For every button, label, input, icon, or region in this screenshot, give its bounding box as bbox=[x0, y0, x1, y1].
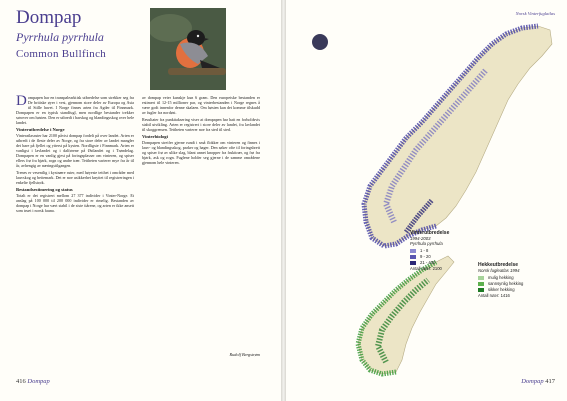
legend-swatch bbox=[478, 276, 484, 280]
drop-cap: D bbox=[16, 95, 27, 109]
column2-paragraph-2: Resultater fra punkttaksering viser at dompapen har hatt en forholdsvis stabil utvikling. Arten er registrert i store deler av landet, fra lavlandet til skoggrensen. Tettheten varierer noe fra sted til sted. bbox=[142, 117, 260, 132]
text-column-2 bbox=[142, 95, 260, 355]
paragraph-2: Trenes er vesentlig i kystnære ruter, med høyeste tetthet i områder med lauvskog og beitemark. Det er noe usikkerhet knyttet til registreringen i enkelte fjellstrøk. bbox=[16, 170, 134, 185]
breeding-legend-source: Norsk fugleatlas 1994 bbox=[478, 268, 520, 273]
legend-swatch bbox=[410, 249, 416, 253]
running-head: Norsk Vinterfuglatlas bbox=[515, 11, 555, 16]
legend-label: sannsynlig hekking bbox=[488, 281, 524, 286]
folio-left bbox=[16, 378, 50, 385]
breeding-distribution-map bbox=[358, 256, 454, 374]
breeding-legend-items bbox=[478, 275, 558, 293]
paragraph-3: Totalt er det registrert mellom 27 377 individer i Vinter-Norge. Et anslag på 100 000 til 200 000 individer er rimelig. Bestanden av dompap i Norge har vært stabil i de siste tiårene, og arten er ikke ansett som truet i norsk fauna. bbox=[16, 193, 134, 213]
intro-text: ompapen har en transpalearktisk utbredelse som strekker seg fra De britiske øyer i vest, gjennom store deler av Europa og Asia til Stille havet. I Norge finnes arten fra Agder til Finnmark. Dompapen er en typisk standfugl, men nordlige bestander trekker sørover om høsten. Den er utbredt i barskog og blandingsskog over hele landet. bbox=[16, 95, 134, 125]
left-page bbox=[0, 0, 281, 401]
species-title-block bbox=[16, 8, 106, 60]
latin-name: Pyrrhula pyrrhula bbox=[16, 30, 104, 44]
winter-distribution-map bbox=[364, 26, 552, 246]
species-name: Dompap bbox=[16, 7, 82, 28]
winter-legend-period: 1994-2003 bbox=[410, 236, 431, 241]
column2-paragraph-1: av dompap veier kanskje kun 6 gram. Den europeiske bestanden er estimert til 12-15 millioner par, og vinterbestanden i Norge regnes å være godt innenfor denne skalaen. Om høsten kan det komme tilskudd av fugler fra nordøst. bbox=[142, 95, 260, 115]
heading-population: Bestandsestimering og status bbox=[16, 187, 73, 192]
folio-label-right: Dompap bbox=[521, 378, 544, 385]
winter-legend-title: Vinterutbredelse bbox=[410, 230, 450, 236]
author-signature: Rudolf Bergstrøm bbox=[229, 352, 260, 357]
legend-label: 1 - 8 bbox=[420, 248, 429, 253]
text-column-1 bbox=[16, 95, 134, 355]
bullfinch-illustration bbox=[150, 8, 226, 90]
page-number-right: 417 bbox=[545, 378, 555, 385]
right-page bbox=[286, 0, 567, 401]
breeding-legend-title: Hekkeutbredelse bbox=[478, 262, 519, 268]
legend-swatch bbox=[478, 282, 484, 286]
folio-label-left: Dompap bbox=[27, 378, 50, 385]
breeding-legend-count: Antall ruter: 1416 bbox=[478, 293, 510, 298]
winter-legend-species: Pyrrhula pyrrhula bbox=[410, 241, 443, 246]
page-number-left: 416 bbox=[16, 378, 26, 385]
legend-swatch bbox=[410, 255, 416, 259]
winter-map-land bbox=[364, 26, 552, 246]
heading-winter-biology: Vinterbiologi bbox=[142, 134, 168, 139]
folio-right bbox=[521, 378, 555, 385]
legend-label: 9 - 20 bbox=[420, 254, 431, 259]
heading-winter-distribution: Vinterutbredelse i Norge bbox=[16, 127, 65, 132]
column2-paragraph-3: Dompapen streifer gjerne rundt i små flokker om vinteren og finnes i lauv- og blandingsskog, parker og hager. Den søker ofte til foringsbrett og spiser frø av ulike slag, blant annet knopper fra frukttrær, og frø fra bjørk, ask og rogn. Fuglene holder seg gjerne i de samme områdene gjennom hele vinteren. bbox=[142, 140, 260, 165]
bullfinch-photo bbox=[150, 8, 226, 90]
winter-legend-count: Antall ruter: 2100 bbox=[410, 266, 442, 271]
distribution-maps bbox=[286, 0, 567, 401]
legend-swatch bbox=[478, 288, 484, 292]
legend-label: mulig hekking bbox=[488, 275, 514, 280]
breeding-legend bbox=[478, 262, 558, 299]
intro-paragraph bbox=[16, 95, 134, 125]
english-name: Common Bullfinch bbox=[16, 48, 107, 60]
legend-label: sikker hekking bbox=[488, 287, 515, 292]
legend-label: 21 - 400 bbox=[420, 260, 436, 265]
legend-swatch bbox=[410, 261, 416, 265]
paragraph-1: Vinteratlasruter har 2100 påvist dompap fordelt på over landet. Arten er utbredt i de fleste deler av Norge, og fra store deler av landet mangler det bare på fjellet og ytterst på kysten. Nordligste i Finnmark. Arten er vanligst i lavlandet og i dalførene på Østlandet og i Trøndelag. Dompapen er en vanlig gjest på foringsplasser om vinteren, og spiser ellers frø fra bjørk, rogn og andre trær. Tettheten varierer mye fra år til år, avhengig av næringstilgangen. bbox=[16, 133, 134, 168]
